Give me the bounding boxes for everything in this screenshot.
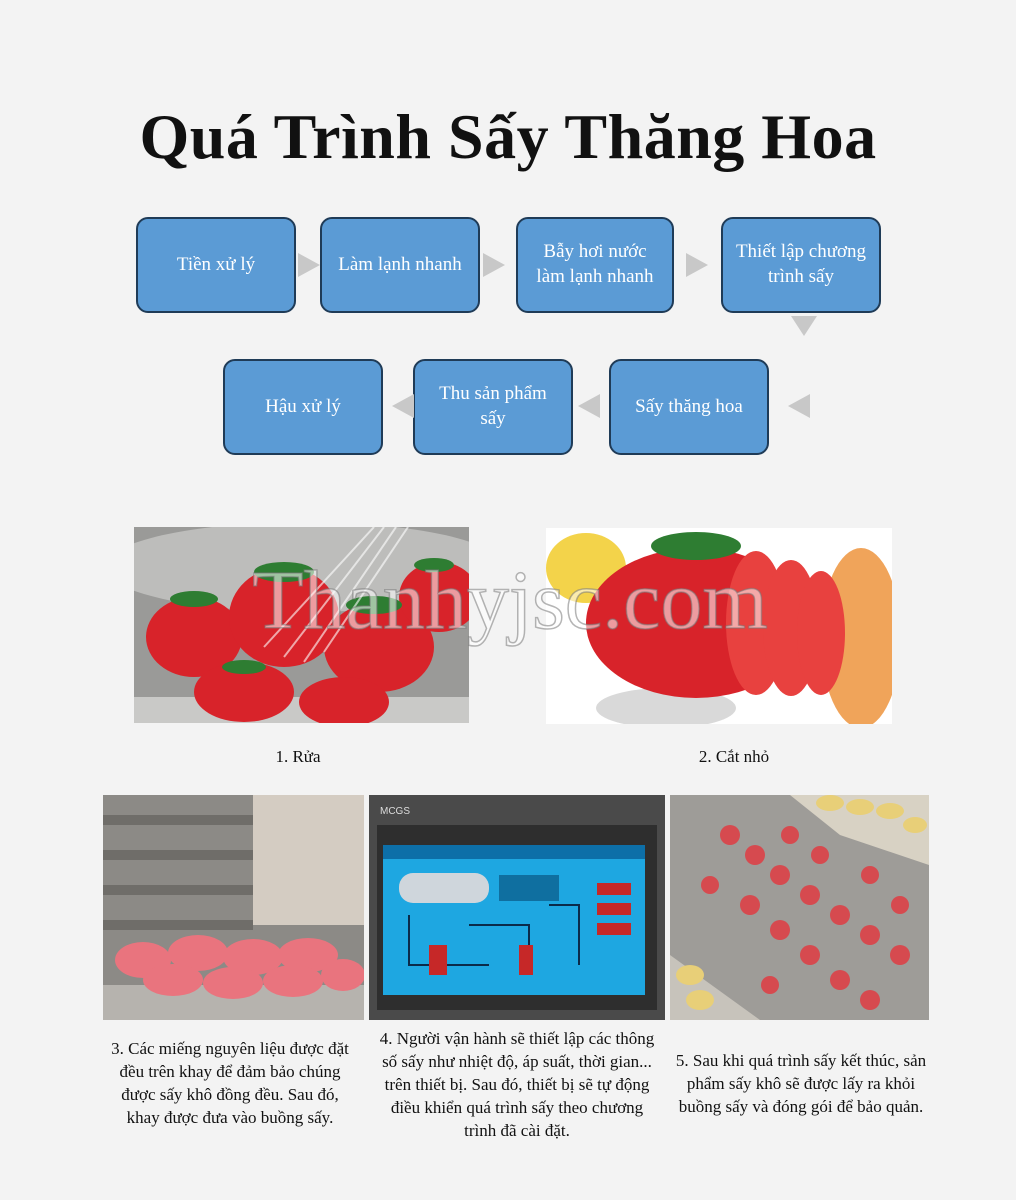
step-bay-hoi-nuoc: Bẫy hơi nước làm lạnh nhanh <box>516 217 674 313</box>
caption-step-1: 1. Rửa <box>275 747 321 766</box>
arrow-right-icon <box>298 253 320 277</box>
step-lam-lanh-nhanh: Làm lạnh nhanh <box>320 217 480 313</box>
arrow-right-icon <box>686 253 708 277</box>
step-tien-xu-ly: Tiền xử lý <box>136 217 296 313</box>
page-title: Quá Trình Sấy Thăng Hoa <box>139 101 877 172</box>
arrow-left-icon <box>392 394 414 418</box>
photo-control-panel <box>369 795 665 1020</box>
arrow-right-icon <box>483 253 505 277</box>
photo-sliced-strawberry <box>546 528 892 724</box>
step-hau-xu-ly: Hậu xử lý <box>223 359 383 455</box>
caption-step-5: 5. Sau khi quá trình sấy kết thúc, sản phẩm sấy khô sẽ được lấy ra khỏi buồng sấy và đóng gói để bảo quản. <box>675 1051 927 1116</box>
step-say-thang-hoa: Sấy thăng hoa <box>609 359 769 455</box>
photo-dried-products <box>670 795 929 1020</box>
watermark-text: Thanhyjsc.com <box>252 554 768 647</box>
photo-washing-strawberries <box>134 527 469 723</box>
caption-step-4: 4. Người vận hành sẽ thiết lập các thông số sấy như nhiệt độ, áp suất, thời gian... trên thiết bị. Sau đó, thiết bị sẽ tự động điều khiển quá trình sấy theo chương trình đã cài đặt. <box>379 1029 655 1140</box>
arrow-left-icon <box>788 394 810 418</box>
step-thu-san-pham: Thu sản phẩm sấy <box>413 359 573 455</box>
photo-trays-loading <box>103 795 364 1020</box>
step-thiet-lap-chuong-trinh: Thiết lập chương trình sấy <box>721 217 881 313</box>
arrow-down-icon <box>791 316 817 336</box>
caption-step-2: 2. Cắt nhỏ <box>698 747 770 766</box>
screen-brand-label: MCGS <box>380 806 410 817</box>
caption-step-3: 3. Các miếng nguyên liệu được đặt đều trên khay để đảm bảo chúng được sấy khô đồng đều. Sau đó, khay được đưa vào buồng sấy. <box>111 1039 349 1127</box>
arrow-left-icon <box>578 394 600 418</box>
